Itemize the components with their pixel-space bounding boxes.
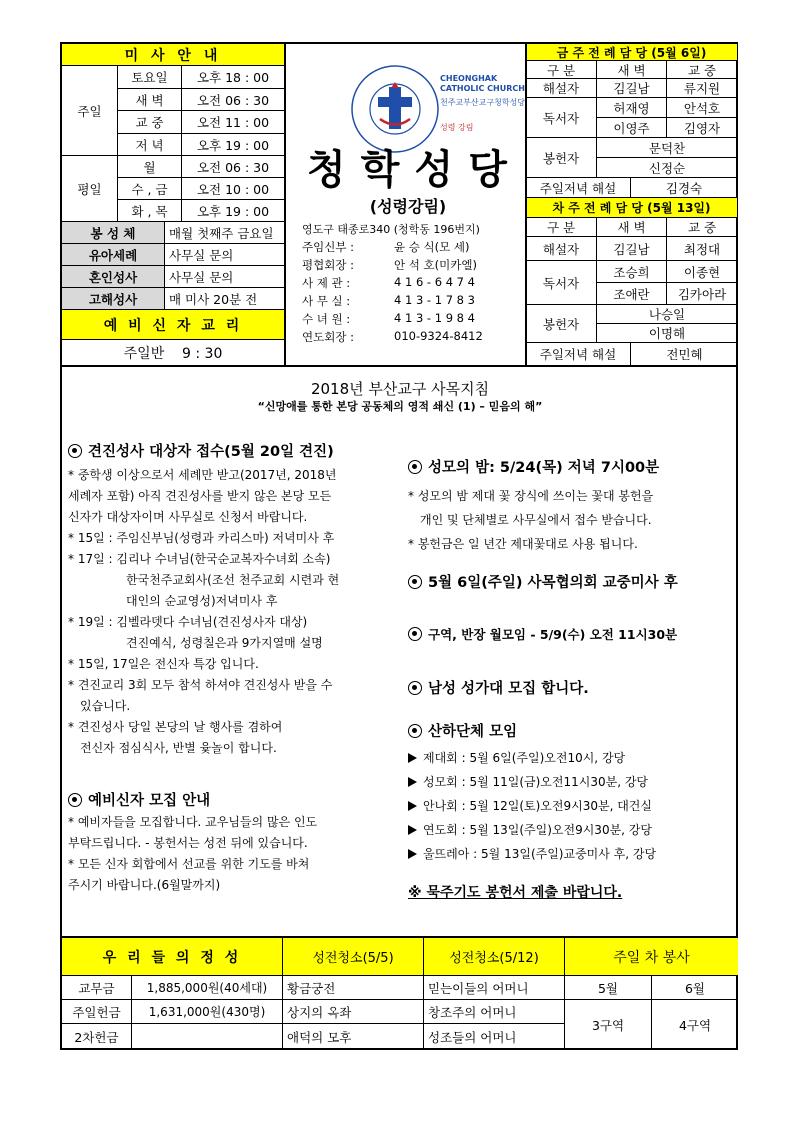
bullet-circle-icon — [408, 724, 422, 738]
triangle-bullet-icon — [408, 825, 417, 835]
marriage-value: 사무실 문의 — [165, 266, 285, 288]
nw-offering-p2: 이명해 — [597, 324, 738, 343]
district-meeting-heading: 구역, 반장 월모임 - 5/9(수) 오전 11시30분 — [408, 625, 677, 643]
info-rectory: 사 제 관 : 4 1 6 - 6 4 7 4 — [302, 275, 475, 290]
mass-evening-time: 오후 19 : 00 — [182, 134, 285, 156]
tw-reader1-main: 안석호 — [667, 98, 738, 118]
mass-wedfri-day: 수 , 금 — [118, 178, 182, 200]
catechism-header: 예 비 신 자 교 리 — [62, 310, 285, 340]
top-block-bottom — [62, 365, 738, 367]
this-week-header: 금 주 전 례 담 당 (5월 6일) — [526, 44, 738, 61]
pastoral-subtitle: “신망애를 통한 본당 공동체의 영적 쇄신 (1) – 믿음의 해” — [257, 400, 543, 413]
cleaning-header-2: 성전청소(5/12) — [424, 938, 565, 976]
cleaning-group-2: 성조들의 어머니 — [424, 1024, 565, 1050]
rosary-notice: ※ 묵주기도 봉헌서 제출 바랍니다. — [408, 885, 623, 901]
tw-offering-p2: 신정순 — [597, 158, 738, 178]
nw-col-dawn: 새 벽 — [597, 218, 667, 237]
nw-reader2-main: 김카아라 — [667, 283, 738, 305]
offering-row-value: 1,885,000원(40세대) — [132, 976, 283, 1000]
church-name: 청 학 성 당 — [307, 148, 509, 192]
group-item: 제대회 : 5월 6일(주일)오전10시, 강당 — [408, 749, 625, 766]
cleaning-group-1: 상지의 옥좌 — [283, 1000, 424, 1024]
confession-label: 고해성사 — [62, 288, 165, 310]
mary-night-text: * 성모의 밤 제대 꽃 장식에 쓰이는 꽃대 봉헌을 개인 및 단체별로 사무실에서 접수 받습니다. * 봉헌금은 일 년간 제대꽃대로 사용 됩니다. — [408, 489, 654, 551]
nw-evening-label: 주일저녁 해설 — [526, 343, 631, 366]
tw-reader2-main: 김영자 — [667, 118, 738, 138]
cleaning-header-1: 성전청소(5/5) — [283, 938, 424, 976]
sunday-label: 주일 — [62, 66, 118, 156]
logo-subtext: 천주교부산교구청학성당 — [440, 98, 526, 107]
church-logo-svg — [350, 64, 440, 154]
sunday-tea-header: 주일 차 봉사 — [565, 938, 738, 976]
offering-row-value: 1,631,000원(430명) — [132, 1000, 283, 1024]
mass-wedfri-time: 오전 10 : 00 — [182, 178, 285, 200]
mary-night-heading: 성모의 밤: 5/24(목) 저녁 7시00분 — [408, 456, 659, 477]
triangle-bullet-icon — [408, 849, 417, 859]
nw-offering-label: 봉헌자 — [526, 305, 597, 343]
nw-evening-value: 전민혜 — [631, 343, 738, 366]
nw-offering-p1: 나승일 — [597, 305, 738, 324]
mass-dawn-time: 오전 06 : 30 — [182, 89, 285, 111]
mass-sat-day: 토요일 — [118, 66, 182, 89]
offering-row-label: 주일헌금 — [62, 1000, 132, 1024]
cleaning-group-2: 창조주의 어머니 — [424, 1000, 565, 1024]
tw-commentator-dawn: 김길남 — [597, 79, 667, 98]
group-item: 울뜨레아 : 5월 13일(주일)교중미사 후, 강당 — [408, 845, 656, 862]
offering-row-value — [132, 1024, 283, 1050]
next-week-header: 차 주 전 례 담 당 (5월 13일) — [526, 198, 738, 218]
catechumen-text: * 예비자들을 모집합니다. 교우님들의 많은 인도 부탁드립니다. - 봉헌서는 성전 뒤에 있습니다. * 모든 신자 회합에서 선교를 위한 기도를 바쳐 주시기 바랍니다.(6월말까지) — [68, 815, 318, 892]
choir-heading: 남성 성가대 모집 합니다. — [408, 677, 589, 698]
mass-mon-time: 오전 06 : 30 — [182, 156, 285, 178]
bullet-circle-icon — [68, 444, 82, 458]
sunday-tea-district-2: 4구역 — [678, 1018, 712, 1033]
top-divider-right — [525, 44, 527, 366]
tw-reader1-dawn: 허재영 — [597, 98, 667, 118]
sunday-tea-district-1: 3구역 — [565, 1000, 652, 1050]
groups-heading: 산하단체 모임 — [408, 720, 517, 741]
communion-label: 봉 성 체 — [62, 222, 165, 244]
marriage-label: 혼인성사 — [62, 266, 165, 288]
tw-col-dawn: 새 벽 — [597, 61, 667, 79]
infant-baptism-label: 유아세례 — [62, 244, 165, 266]
tw-col-main: 교 중 — [667, 61, 738, 79]
info-office: 사 무 실 : 4 1 3 - 1 7 8 3 — [302, 293, 475, 308]
offerings-header: 우 리 들 의 정 성 — [62, 938, 283, 976]
tw-reader-label: 독서자 — [526, 98, 597, 138]
confession-value: 매 미사 20분 전 — [165, 288, 285, 310]
info-priest: 주임신부 : 윤 승 식(모 세) — [302, 240, 470, 254]
confirmation-heading: 견진성사 대상자 접수(5월 20일 견진) — [68, 440, 334, 461]
bullet-circle-icon — [408, 681, 422, 695]
church-logo — [350, 64, 440, 154]
bullet-circle-icon — [68, 793, 82, 807]
mass-tuethu-time: 오후 19 : 00 — [182, 200, 285, 222]
pastoral-title: 2018년 부산교구 사목지침 — [310, 380, 490, 398]
mass-main-day: 교 중 — [118, 111, 182, 134]
bullet-circle-icon — [408, 460, 422, 474]
pastoral-council-heading: 5월 6일(주일) 사목협의회 교중미사 후 — [408, 571, 678, 592]
mass-dawn-day: 새 벽 — [118, 89, 182, 111]
group-item: 안나회 : 5월 12일(토)오전9시30분, 대건실 — [408, 797, 652, 814]
cleaning-group-2: 믿는이들의 어머니 — [424, 976, 565, 1000]
communion-value: 매월 첫째주 금요일 — [165, 222, 285, 244]
tw-offering-label: 봉헌자 — [526, 138, 597, 178]
cleaning-group-1: 황금궁전 — [283, 976, 424, 1000]
nw-commentator-main: 최정대 — [667, 237, 738, 261]
nw-col-type: 구 분 — [526, 218, 597, 237]
tw-evening-value: 김경숙 — [631, 178, 738, 198]
nw-reader2-dawn: 조애란 — [597, 283, 667, 305]
tw-commentator-label: 해설자 — [526, 79, 597, 98]
triangle-bullet-icon — [408, 777, 417, 787]
mass-header: 미 사 안 내 — [62, 44, 285, 66]
tw-commentator-main: 류지원 — [667, 79, 738, 98]
nw-reader1-dawn: 조승희 — [597, 261, 667, 283]
nw-commentator-label: 해설자 — [526, 237, 597, 261]
mass-tuethu-day: 화 , 목 — [118, 200, 182, 222]
nw-commentator-dawn: 김길남 — [597, 237, 667, 261]
bulletin-frame — [60, 42, 738, 1050]
info-council: 평협회장 : 안 석 호(미카엘) — [302, 258, 477, 272]
catechism-value: 주일반 9 : 30 — [62, 340, 285, 366]
cleaning-group-1: 애덕의 모후 — [283, 1024, 424, 1050]
church-address: 영도구 태종로340 (청학동 196번지) — [302, 223, 480, 236]
info-convent: 수 녀 원 : 4 1 3 - 1 9 8 4 — [302, 311, 475, 326]
weekday-label: 평일 — [62, 156, 118, 222]
church-subtitle: (성령강림) — [369, 197, 447, 216]
tw-col-type: 구 분 — [526, 61, 597, 79]
offering-row-label: 2차헌금 — [62, 1024, 132, 1050]
nw-reader1-main: 이종현 — [667, 261, 738, 283]
group-item: 성모회 : 5월 11일(금)오전11시30분, 강당 — [408, 773, 648, 790]
nw-col-main: 교 중 — [667, 218, 738, 237]
tw-reader2-dawn: 이영주 — [597, 118, 667, 138]
mass-sat-time: 오후 18 : 00 — [182, 66, 285, 89]
bullet-circle-icon — [408, 627, 422, 641]
triangle-bullet-icon — [408, 801, 417, 811]
tw-offering-p1: 문덕찬 — [597, 138, 738, 158]
confirmation-text: * 중학생 이상으로서 세례만 받고(2017년, 2018년 세례자 포함) 아직 견진성사를 받지 않은 본당 모든 신자가 대상자이며 사무실로 신청서 바랍니다. * 15일 : 주임신부님(성령과 카리스마) 저녁미사 후 * 17일 : 김리나 수녀님(한국순교복자수녀회 소속) 한국천주교회사(조선 천주교회 시련과 현 대인의 순교영성)저녁미사 후 * 19일 : 김벨라뎃다 수녀님(견진성사자 대상) 견진예식, 성령칠은과 9가지열매 설명 * 15일, 17일은 전신자 특강 입니다. * 견진교리 3회 모두 참석 하셔야 견진성사 받을 수 있습니다. * 견진성사 당일 본당의 날 행사를 겸하여 전신자 점심식사, 반별 윷놀이 합니다. — [68, 468, 340, 755]
infant-baptism-value: 사무실 문의 — [165, 244, 285, 266]
mass-evening-day: 저 녁 — [118, 134, 182, 156]
mass-mon-day: 월 — [118, 156, 182, 178]
logo-text: CHEONGHAK CATHOLIC CHURCH — [440, 74, 525, 93]
group-item: 연도회 : 5월 13일(주일)오전9시30분, 강당 — [408, 821, 652, 838]
tw-evening-label: 주일저녁 해설 — [526, 178, 631, 198]
bullet-circle-icon — [408, 575, 422, 589]
catechumen-heading: 예비신자 모집 안내 — [68, 789, 210, 810]
nw-reader-label: 독서자 — [526, 261, 597, 305]
sunday-tea-month-2: 6월 — [652, 976, 738, 1000]
triangle-bullet-icon — [408, 753, 417, 763]
offering-row-label: 교무금 — [62, 976, 132, 1000]
top-divider-left — [284, 44, 286, 366]
info-funeral: 연도회장 : 010-9324-8412 — [302, 329, 483, 344]
mass-main-time: 오전 11 : 00 — [182, 111, 285, 134]
logo-seal-text: 성령 강림 — [440, 123, 474, 132]
sunday-tea-month-1: 5월 — [565, 976, 652, 1000]
